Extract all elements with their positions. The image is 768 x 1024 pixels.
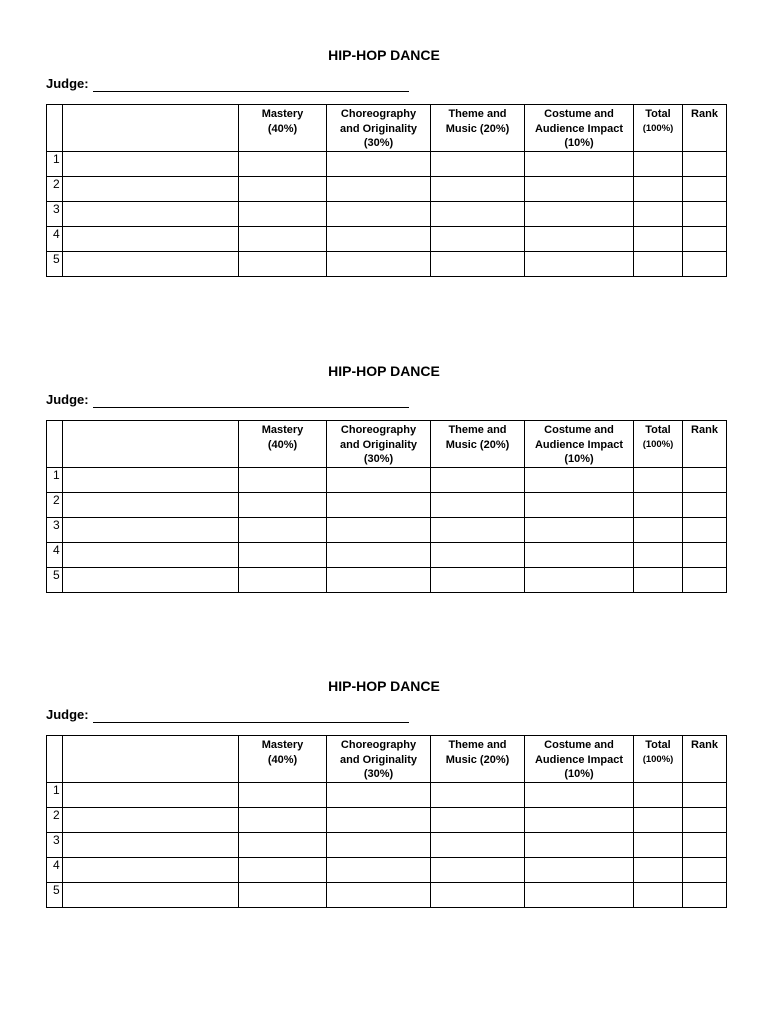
costume-cell[interactable] xyxy=(525,568,634,593)
costume-cell[interactable] xyxy=(525,543,634,568)
row-number: 1 xyxy=(47,783,63,808)
rank-cell[interactable] xyxy=(683,858,727,883)
contestant-cell[interactable] xyxy=(63,202,239,227)
costume-cell[interactable] xyxy=(525,808,634,833)
row-number: 1 xyxy=(47,468,63,493)
total-cell[interactable] xyxy=(634,177,683,202)
total-cell[interactable] xyxy=(634,202,683,227)
header-line: Theme and xyxy=(448,739,507,751)
costume-cell[interactable] xyxy=(525,227,634,252)
costume-cell[interactable] xyxy=(525,783,634,808)
contestant-cell[interactable] xyxy=(63,227,239,252)
mastery-cell[interactable] xyxy=(239,152,327,177)
header-line: (100%) xyxy=(642,753,674,765)
header-line: Costume and xyxy=(544,424,614,436)
header-line: and Originality xyxy=(339,122,417,135)
table-row xyxy=(47,568,727,593)
header-total xyxy=(634,736,683,783)
judge-label: Judge: xyxy=(46,76,89,91)
theme-cell[interactable] xyxy=(431,468,525,493)
header-line: Choreography xyxy=(340,424,417,436)
header-choreography xyxy=(327,736,431,783)
total-cell[interactable] xyxy=(634,883,683,908)
table-row xyxy=(47,808,727,833)
header-line: Total xyxy=(645,424,671,436)
rank-cell[interactable] xyxy=(683,833,727,858)
header-line: (100%) xyxy=(642,438,674,450)
rank-cell[interactable] xyxy=(683,202,727,227)
total-cell[interactable] xyxy=(634,468,683,493)
contestant-cell[interactable] xyxy=(63,468,239,493)
contestant-cell[interactable] xyxy=(63,493,239,518)
header-total xyxy=(634,105,683,152)
header-line: (10%) xyxy=(564,768,594,780)
judge-name-line[interactable] xyxy=(93,710,409,723)
header-line: (30%) xyxy=(363,453,394,465)
choreography-cell[interactable] xyxy=(327,883,431,908)
rank-cell[interactable] xyxy=(683,883,727,908)
score-table xyxy=(46,420,727,593)
row-number: 3 xyxy=(47,833,63,858)
contestant-cell[interactable] xyxy=(63,833,239,858)
header-line: and Originality xyxy=(339,753,417,766)
rank-cell[interactable] xyxy=(683,468,727,493)
costume-cell[interactable] xyxy=(525,518,634,543)
theme-cell[interactable] xyxy=(431,227,525,252)
theme-cell[interactable] xyxy=(431,883,525,908)
mastery-cell[interactable] xyxy=(239,227,327,252)
choreography-cell[interactable] xyxy=(327,543,431,568)
choreography-cell[interactable] xyxy=(327,177,431,202)
choreography-cell[interactable] xyxy=(327,833,431,858)
mastery-cell[interactable] xyxy=(239,252,327,277)
header-line: Mastery xyxy=(261,108,304,120)
row-number: 1 xyxy=(47,152,63,177)
mastery-cell[interactable] xyxy=(239,177,327,202)
total-cell[interactable] xyxy=(634,833,683,858)
sheet-title: HIP-HOP DANCE xyxy=(328,678,440,694)
choreography-cell[interactable] xyxy=(327,227,431,252)
header-theme xyxy=(431,105,525,152)
header-line: Music (20%) xyxy=(445,438,510,451)
theme-cell[interactable] xyxy=(431,783,525,808)
header-line: Costume and xyxy=(544,739,614,751)
total-cell[interactable] xyxy=(634,518,683,543)
choreography-cell[interactable] xyxy=(327,783,431,808)
theme-cell[interactable] xyxy=(431,858,525,883)
header-line: (30%) xyxy=(363,137,394,149)
rank-cell[interactable] xyxy=(683,227,727,252)
header-line: Choreography xyxy=(340,108,417,120)
rank-cell[interactable] xyxy=(683,568,727,593)
choreography-cell[interactable] xyxy=(327,202,431,227)
theme-cell[interactable] xyxy=(431,518,525,543)
table-row xyxy=(47,883,727,908)
header-line: (40%) xyxy=(267,122,298,135)
row-number: 3 xyxy=(47,202,63,227)
contestant-cell[interactable] xyxy=(63,252,239,277)
row-number: 2 xyxy=(47,808,63,833)
mastery-cell[interactable] xyxy=(239,518,327,543)
costume-cell[interactable] xyxy=(525,493,634,518)
header-total xyxy=(634,421,683,468)
mastery-cell[interactable] xyxy=(239,202,327,227)
contestant-cell[interactable] xyxy=(63,858,239,883)
rank-cell[interactable] xyxy=(683,252,727,277)
costume-cell[interactable] xyxy=(525,177,634,202)
rank-cell[interactable] xyxy=(683,543,727,568)
row-number: 4 xyxy=(47,858,63,883)
table-row xyxy=(47,152,727,177)
row-number: 5 xyxy=(47,252,63,277)
row-number: 5 xyxy=(47,883,63,908)
row-number: 2 xyxy=(47,177,63,202)
total-cell[interactable] xyxy=(634,252,683,277)
rank-cell[interactable] xyxy=(683,808,727,833)
mastery-cell[interactable] xyxy=(239,858,327,883)
header-line: Audience Impact xyxy=(534,753,624,766)
costume-cell[interactable] xyxy=(525,252,634,277)
total-cell[interactable] xyxy=(634,808,683,833)
header-line: Music (20%) xyxy=(445,122,510,135)
header-line: (40%) xyxy=(267,753,298,766)
header-line: Costume and xyxy=(544,108,614,120)
choreography-cell[interactable] xyxy=(327,152,431,177)
total-cell[interactable] xyxy=(634,493,683,518)
header-mastery xyxy=(239,105,327,152)
table-row xyxy=(47,493,727,518)
header-theme xyxy=(431,736,525,783)
table-row xyxy=(47,518,727,543)
contestant-cell[interactable] xyxy=(63,883,239,908)
row-number: 3 xyxy=(47,518,63,543)
judge-row xyxy=(46,76,409,92)
choreography-cell[interactable] xyxy=(327,252,431,277)
header-line: Audience Impact xyxy=(534,438,624,451)
theme-cell[interactable] xyxy=(431,568,525,593)
header-line: Music (20%) xyxy=(445,753,510,766)
judge-name-line[interactable] xyxy=(93,395,409,408)
header-line: (10%) xyxy=(564,137,594,149)
rank-cell[interactable] xyxy=(683,493,727,518)
contestant-cell[interactable] xyxy=(63,177,239,202)
header-number xyxy=(47,736,63,783)
costume-cell[interactable] xyxy=(525,202,634,227)
header-mastery xyxy=(239,421,327,468)
table-row xyxy=(47,858,727,883)
sheet-title: HIP-HOP DANCE xyxy=(328,363,440,379)
table-row xyxy=(47,252,727,277)
total-cell[interactable] xyxy=(634,568,683,593)
contestant-cell[interactable] xyxy=(63,152,239,177)
theme-cell[interactable] xyxy=(431,833,525,858)
header-line: Theme and xyxy=(448,424,507,436)
header-line: Mastery xyxy=(261,739,304,751)
judge-label: Judge: xyxy=(46,392,89,407)
mastery-cell[interactable] xyxy=(239,783,327,808)
theme-cell[interactable] xyxy=(431,202,525,227)
score-table xyxy=(46,104,727,277)
row-number: 2 xyxy=(47,493,63,518)
rank-cell[interactable] xyxy=(683,177,727,202)
rank-cell[interactable] xyxy=(683,152,727,177)
header-line: (30%) xyxy=(363,768,394,780)
row-number: 4 xyxy=(47,543,63,568)
choreography-cell[interactable] xyxy=(327,493,431,518)
choreography-cell[interactable] xyxy=(327,468,431,493)
total-cell[interactable] xyxy=(634,152,683,177)
theme-cell[interactable] xyxy=(431,808,525,833)
theme-cell[interactable] xyxy=(431,493,525,518)
table-row xyxy=(47,468,727,493)
header-line: Total xyxy=(645,108,671,120)
header-costume xyxy=(525,421,634,468)
header-rank: Rank xyxy=(683,421,727,468)
header-line: (10%) xyxy=(564,453,594,465)
rank-cell[interactable] xyxy=(683,783,727,808)
header-rank: Rank xyxy=(683,105,727,152)
header-row xyxy=(47,105,727,152)
mastery-cell[interactable] xyxy=(239,833,327,858)
total-cell[interactable] xyxy=(634,858,683,883)
choreography-cell[interactable] xyxy=(327,568,431,593)
judge-label: Judge: xyxy=(46,707,89,722)
header-line: (100%) xyxy=(642,122,674,134)
header-line: Theme and xyxy=(448,108,507,120)
header-line: (40%) xyxy=(267,438,298,451)
judge-name-line[interactable] xyxy=(93,79,409,92)
theme-cell[interactable] xyxy=(431,543,525,568)
table-row xyxy=(47,177,727,202)
header-number xyxy=(47,105,63,152)
mastery-cell[interactable] xyxy=(239,543,327,568)
costume-cell[interactable] xyxy=(525,858,634,883)
header-row xyxy=(47,421,727,468)
header-costume xyxy=(525,105,634,152)
mastery-cell[interactable] xyxy=(239,468,327,493)
header-contestant xyxy=(63,105,239,152)
rank-cell[interactable] xyxy=(683,518,727,543)
costume-cell[interactable] xyxy=(525,468,634,493)
contestant-cell[interactable] xyxy=(63,808,239,833)
header-rank: Rank xyxy=(683,736,727,783)
costume-cell[interactable] xyxy=(525,152,634,177)
row-number: 4 xyxy=(47,227,63,252)
mastery-cell[interactable] xyxy=(239,883,327,908)
header-line: and Originality xyxy=(339,438,417,451)
mastery-cell[interactable] xyxy=(239,568,327,593)
contestant-cell[interactable] xyxy=(63,783,239,808)
table-row xyxy=(47,783,727,808)
header-line: Mastery xyxy=(261,424,304,436)
choreography-cell[interactable] xyxy=(327,858,431,883)
header-contestant xyxy=(63,421,239,468)
header-row xyxy=(47,736,727,783)
header-choreography xyxy=(327,421,431,468)
row-number: 5 xyxy=(47,568,63,593)
table-row xyxy=(47,833,727,858)
costume-cell[interactable] xyxy=(525,833,634,858)
theme-cell[interactable] xyxy=(431,252,525,277)
total-cell[interactable] xyxy=(634,783,683,808)
header-costume xyxy=(525,736,634,783)
header-number xyxy=(47,421,63,468)
choreography-cell[interactable] xyxy=(327,518,431,543)
total-cell[interactable] xyxy=(634,543,683,568)
header-theme xyxy=(431,421,525,468)
sheet-title: HIP-HOP DANCE xyxy=(328,47,440,63)
score-table xyxy=(46,735,727,908)
theme-cell[interactable] xyxy=(431,177,525,202)
contestant-cell[interactable] xyxy=(63,568,239,593)
mastery-cell[interactable] xyxy=(239,493,327,518)
total-cell[interactable] xyxy=(634,227,683,252)
header-line: Total xyxy=(645,739,671,751)
choreography-cell[interactable] xyxy=(327,808,431,833)
table-row xyxy=(47,202,727,227)
judge-row xyxy=(46,392,409,408)
header-mastery xyxy=(239,736,327,783)
contestant-cell[interactable] xyxy=(63,518,239,543)
contestant-cell[interactable] xyxy=(63,543,239,568)
header-choreography xyxy=(327,105,431,152)
table-row xyxy=(47,227,727,252)
table-row xyxy=(47,543,727,568)
costume-cell[interactable] xyxy=(525,883,634,908)
header-contestant xyxy=(63,736,239,783)
judge-row xyxy=(46,707,409,723)
header-line: Audience Impact xyxy=(534,122,624,135)
mastery-cell[interactable] xyxy=(239,808,327,833)
header-line: Choreography xyxy=(340,739,417,751)
theme-cell[interactable] xyxy=(431,152,525,177)
